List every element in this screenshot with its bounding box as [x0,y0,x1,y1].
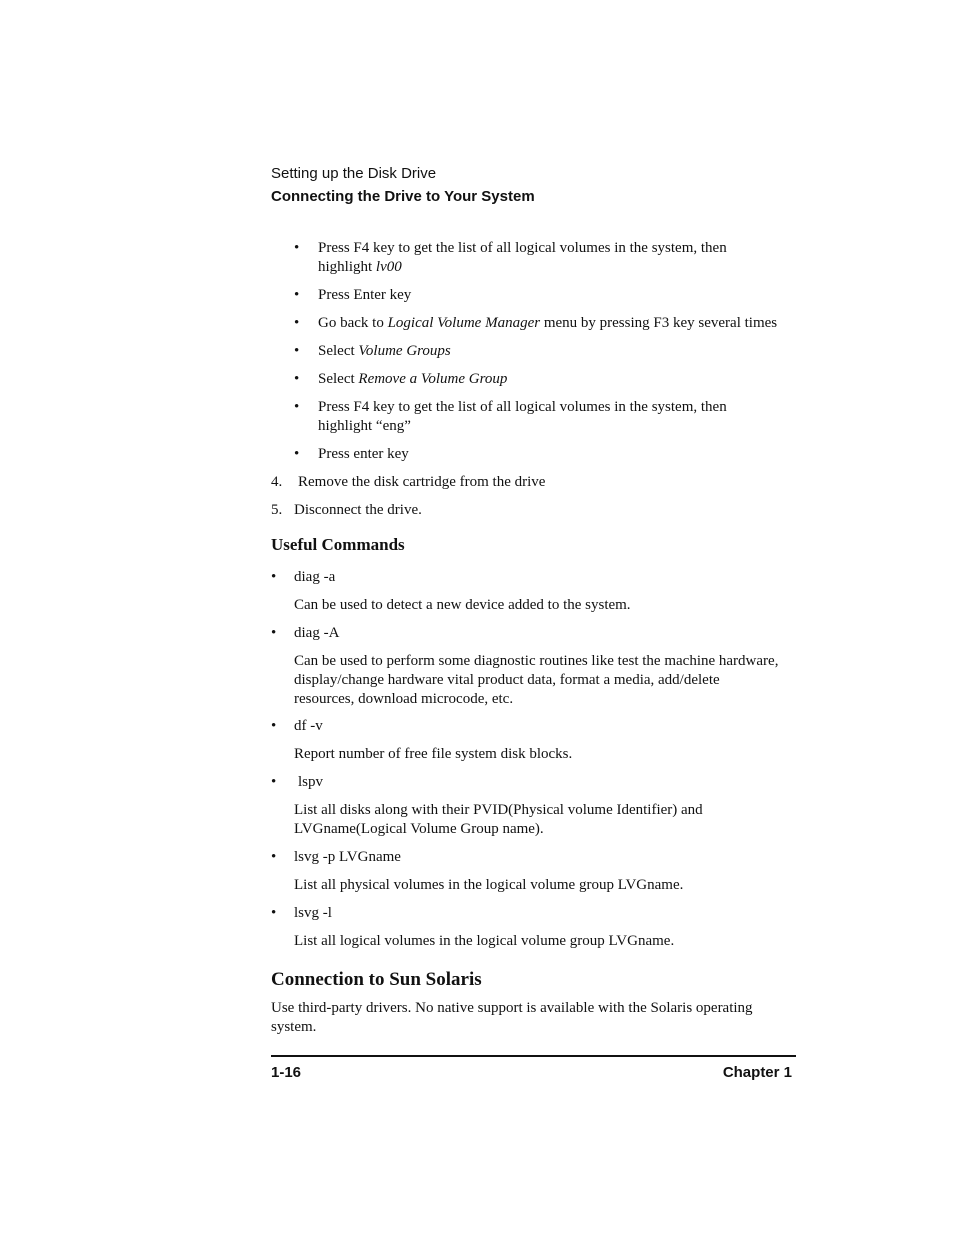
bullet-glyph: • [271,849,277,865]
command-description: List all logical volumes in the logical volume group LVGname. [294,933,675,949]
bullet-glyph: • [294,240,300,256]
list-item: Press F4 key to get the list of all logical volumes in the system, then highlight lv00 [318,240,727,275]
useful-commands-heading: Useful Commands [271,535,405,554]
list-item: Go back to Logical Volume Manager menu by pressing F3 key several times [318,315,778,331]
command-name: df -v [294,718,323,734]
command-name: diag -a [294,569,336,585]
bullet-glyph: • [294,343,300,359]
chapter-label: Chapter 1 [722,1064,792,1081]
running-header-section: Setting up the Disk Drive [271,165,437,182]
footer-rule [271,1055,796,1057]
bullet-glyph: • [271,905,277,921]
command-name: diag -A [294,625,340,641]
list-item: Press enter key [318,446,409,462]
running-header-subsection: Connecting the Drive to Your System [271,188,535,205]
bullet-glyph: • [271,718,277,734]
command-description: Report number of free file system disk blocks. [294,746,573,762]
command-description: Can be used to detect a new device added to the system. [294,597,631,613]
command-name: lsvg -p LVGname [294,849,401,865]
bullet-glyph: • [271,569,277,585]
list-item: Select Volume Groups [318,343,451,359]
solaris-heading: Connection to Sun Solaris [271,969,482,990]
bullet-glyph: • [294,287,300,303]
page-number: 1-16 [271,1064,302,1081]
command-name: lsvg -l [294,905,332,921]
command-description: List all disks along with their PVID(Physical volume Identifier) and LVGname(Logical Volume Group name). [294,802,703,837]
step-text: Remove the disk cartridge from the drive [298,474,546,490]
list-item: Press F4 key to get the list of all logical volumes in the system, then highlight “eng” [318,399,727,434]
command-description: List all physical volumes in the logical volume group LVGname. [294,877,684,893]
solaris-body: Use third-party drivers. No native support is available with the Solaris operating system. [271,1000,753,1035]
step-number: 4. [271,474,283,490]
bullet-glyph: • [294,446,300,462]
list-item: Select Remove a Volume Group [318,371,508,387]
step-number: 5. [271,502,283,518]
command-description: Can be used to perform some diagnostic routines like test the machine hardware, display/change hardware vital product data, format a media, add/delete resources, download microcode, etc. [294,653,779,707]
bullet-glyph: • [294,315,300,331]
bullet-glyph: • [271,625,277,641]
bullet-glyph: • [271,774,277,790]
list-item: Press Enter key [318,287,412,303]
bullet-glyph: • [294,371,300,387]
command-name: lspv [298,774,324,790]
step-text: Disconnect the drive. [294,502,422,518]
bullet-glyph: • [294,399,300,415]
